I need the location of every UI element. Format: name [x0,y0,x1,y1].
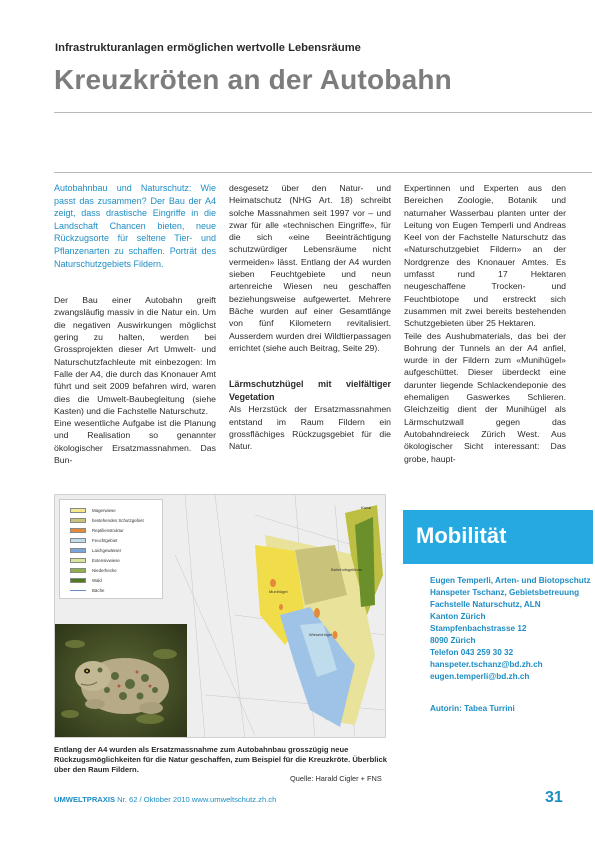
contact-line: Eugen Temperli, Arten- und Biotopschutz [430,576,591,585]
divider [54,172,592,173]
article-column-3 [404,182,566,465]
article-paragraph: desgesetz über den Natur- und Heimatschutz (NHG Art. 18) schreibt solche Massnahmen seit 1997 vor – und zwar für alle «technischen Eingriffe», für die sich «eine Beeinträchtigung schutzwürdiger Lebensräume nicht vermeiden» lässt. Entlang der A4 wurden sieben Feuchtgebiete und neun artenreiche Wiesen neu geschaffen beziehungsweise aufgewertet. Mehrere Bäche wurden auf einer Gesamtlänge von fünf Kilometern revitalisiert. Ausserdem wurden drei Wildtierpassagen errichtet (siehe auch Beitrag, Seite 29). [229,183,391,353]
contact-email-link[interactable]: eugen.temperli@bd.zh.ch [430,672,530,681]
article-paragraph: Als Herzstück der Ersatzmassnahmen entstand im Raum Fildern ein grossflächiges Rückzugsgebiet für die Natur. [229,404,391,452]
article-column-1 [54,182,216,466]
legend-label: Niederhecke [92,568,117,573]
article-paragraph: Eine wesentliche Aufgabe ist die Planung und Realisation so genannter ökologischer Ersatzmassnahmen. Das Bun- [54,418,216,466]
footer-url[interactable]: www.umweltschutz.zh.ch [191,795,277,804]
divider [54,112,592,113]
map-label: Bahnhofsgelände [331,567,363,572]
page-title: Kreuzkröten an der Autobahn [54,64,452,95]
footer-brand: UMWELTPRAXIS [54,795,116,804]
figure-caption: Entlang der A4 wurden als Ersatzmassnahme zum Autobahnbau grosszügig neue Rückzugsmöglichkeiten für die Natur geschaffen, zum Beispiel für die Kreuzkröte. Überblick über den Raum Fildern. [54,745,387,775]
section-banner [403,510,593,564]
legend-label: bestehendes Schutzgebiet [92,518,144,523]
map-label: Kanal [361,505,372,510]
contact-line: 8090 Zürich [430,636,476,645]
contact-email-link[interactable]: hanspeter.tschanz@bd.zh.ch [430,660,543,669]
kicker: Infrastrukturanlagen ermöglichen wertvolle Lebensräume [55,42,361,54]
map-label: Munihügel [269,589,288,594]
legend-label: Magerwiese [92,508,116,513]
section-title: Mobilität [416,523,507,548]
author-credit: Autorin: Tabea Turrini [430,704,515,713]
article-column-2 [229,182,391,453]
legend-label: Reptilienstruktur [92,528,124,533]
contact-line: Kanton Zürich [430,612,486,621]
contact-line: Telefon 043 259 30 32 [430,648,514,657]
contact-block [430,575,595,683]
map-figure [54,494,386,738]
footer [54,795,276,804]
figure-credit: Quelle: Harald Cigler + FNS [290,774,382,783]
contact-line: Hanspeter Tschanz, Gebietsbetreuung [430,588,580,597]
footer-issue: Nr. 62 / Oktober 2010 [117,795,190,804]
article-paragraph: Expertinnen und Experten aus den Bereichen Zoologie, Botanik und naturnaher Wasserbau planten unter der Leitung von Eugen Temperli und Andreas Keel von der Fachstelle Naturschutz das «Naturschutzgebiet Fildern» an der Nordgrenze des Knonauer Amtes. Es umfasst rund 17 Hektaren neugeschaffene Trocken- und Feuchtbiotope und erstreckt sich zusammen mit zwei bereits bestehenden Schutzgebieten über 25 Hektaren. [404,183,566,329]
map-label: Wiesenhügel [309,632,333,637]
article-lead: Autobahnbau und Naturschutz: Wie passt das zusammen? Der Bau der A4 zeigt, dass drastische Eingriffe in die Landschaft Chancen bieten, neue Rückzugsorte für seltene Tier- und Pflanzenarten zu schaffen. Porträt des Naturschutzgebiets Fildern. [54,183,216,269]
legend-label: Wald [92,578,102,583]
article-paragraph: Der Bau einer Autobahn greift zwangsläufig massiv in die Natur ein. Um die negativen Auswirkungen möglichst gering zu halten, werden bei Grossprojekten dieser Art Umwelt- und Naturschutzfachleute mit einbezogen: Im Falle der A4, die durch das Knonauer Amt führt und seit 2009 befahren wird, waren dies die Umwelt-Baubegleitung (siehe Kasten) und die Fachstelle Naturschutz. [54,295,216,416]
legend-label: Bäche [92,588,105,593]
page-number: 31 [545,789,563,806]
article-subhead: Lärmschutzhügel mit vielfältiger Vegetation [229,379,391,402]
contact-line: Stampfenbachstrasse 12 [430,624,527,633]
contact-line: Fachstelle Naturschutz, ALN [430,600,541,609]
legend-label: Feuchtgebiet [92,538,118,543]
toad-photo [55,624,187,738]
article-paragraph: Teile des Aushubmaterials, das bei der Bohrung der Tunnels an der A4 anfiel, wurde in der Fildern zum «Munihügel» aufgeschüttet. Dieser überdeckt eine darunter liegende Schlackendeponie des ehemaligen Gaswerkes Schlieren. Gleichzeitig dient der Munihügel als Lärmschutzwall gegen das Autobahndreieck Zürich West. Aus ökologischer Sicht interessant: Das grobe, haupt- [404,330,566,464]
legend-label: Extensivwiese [92,558,120,563]
map-legend [59,499,163,599]
legend-label: Laichgewässer [92,548,122,553]
